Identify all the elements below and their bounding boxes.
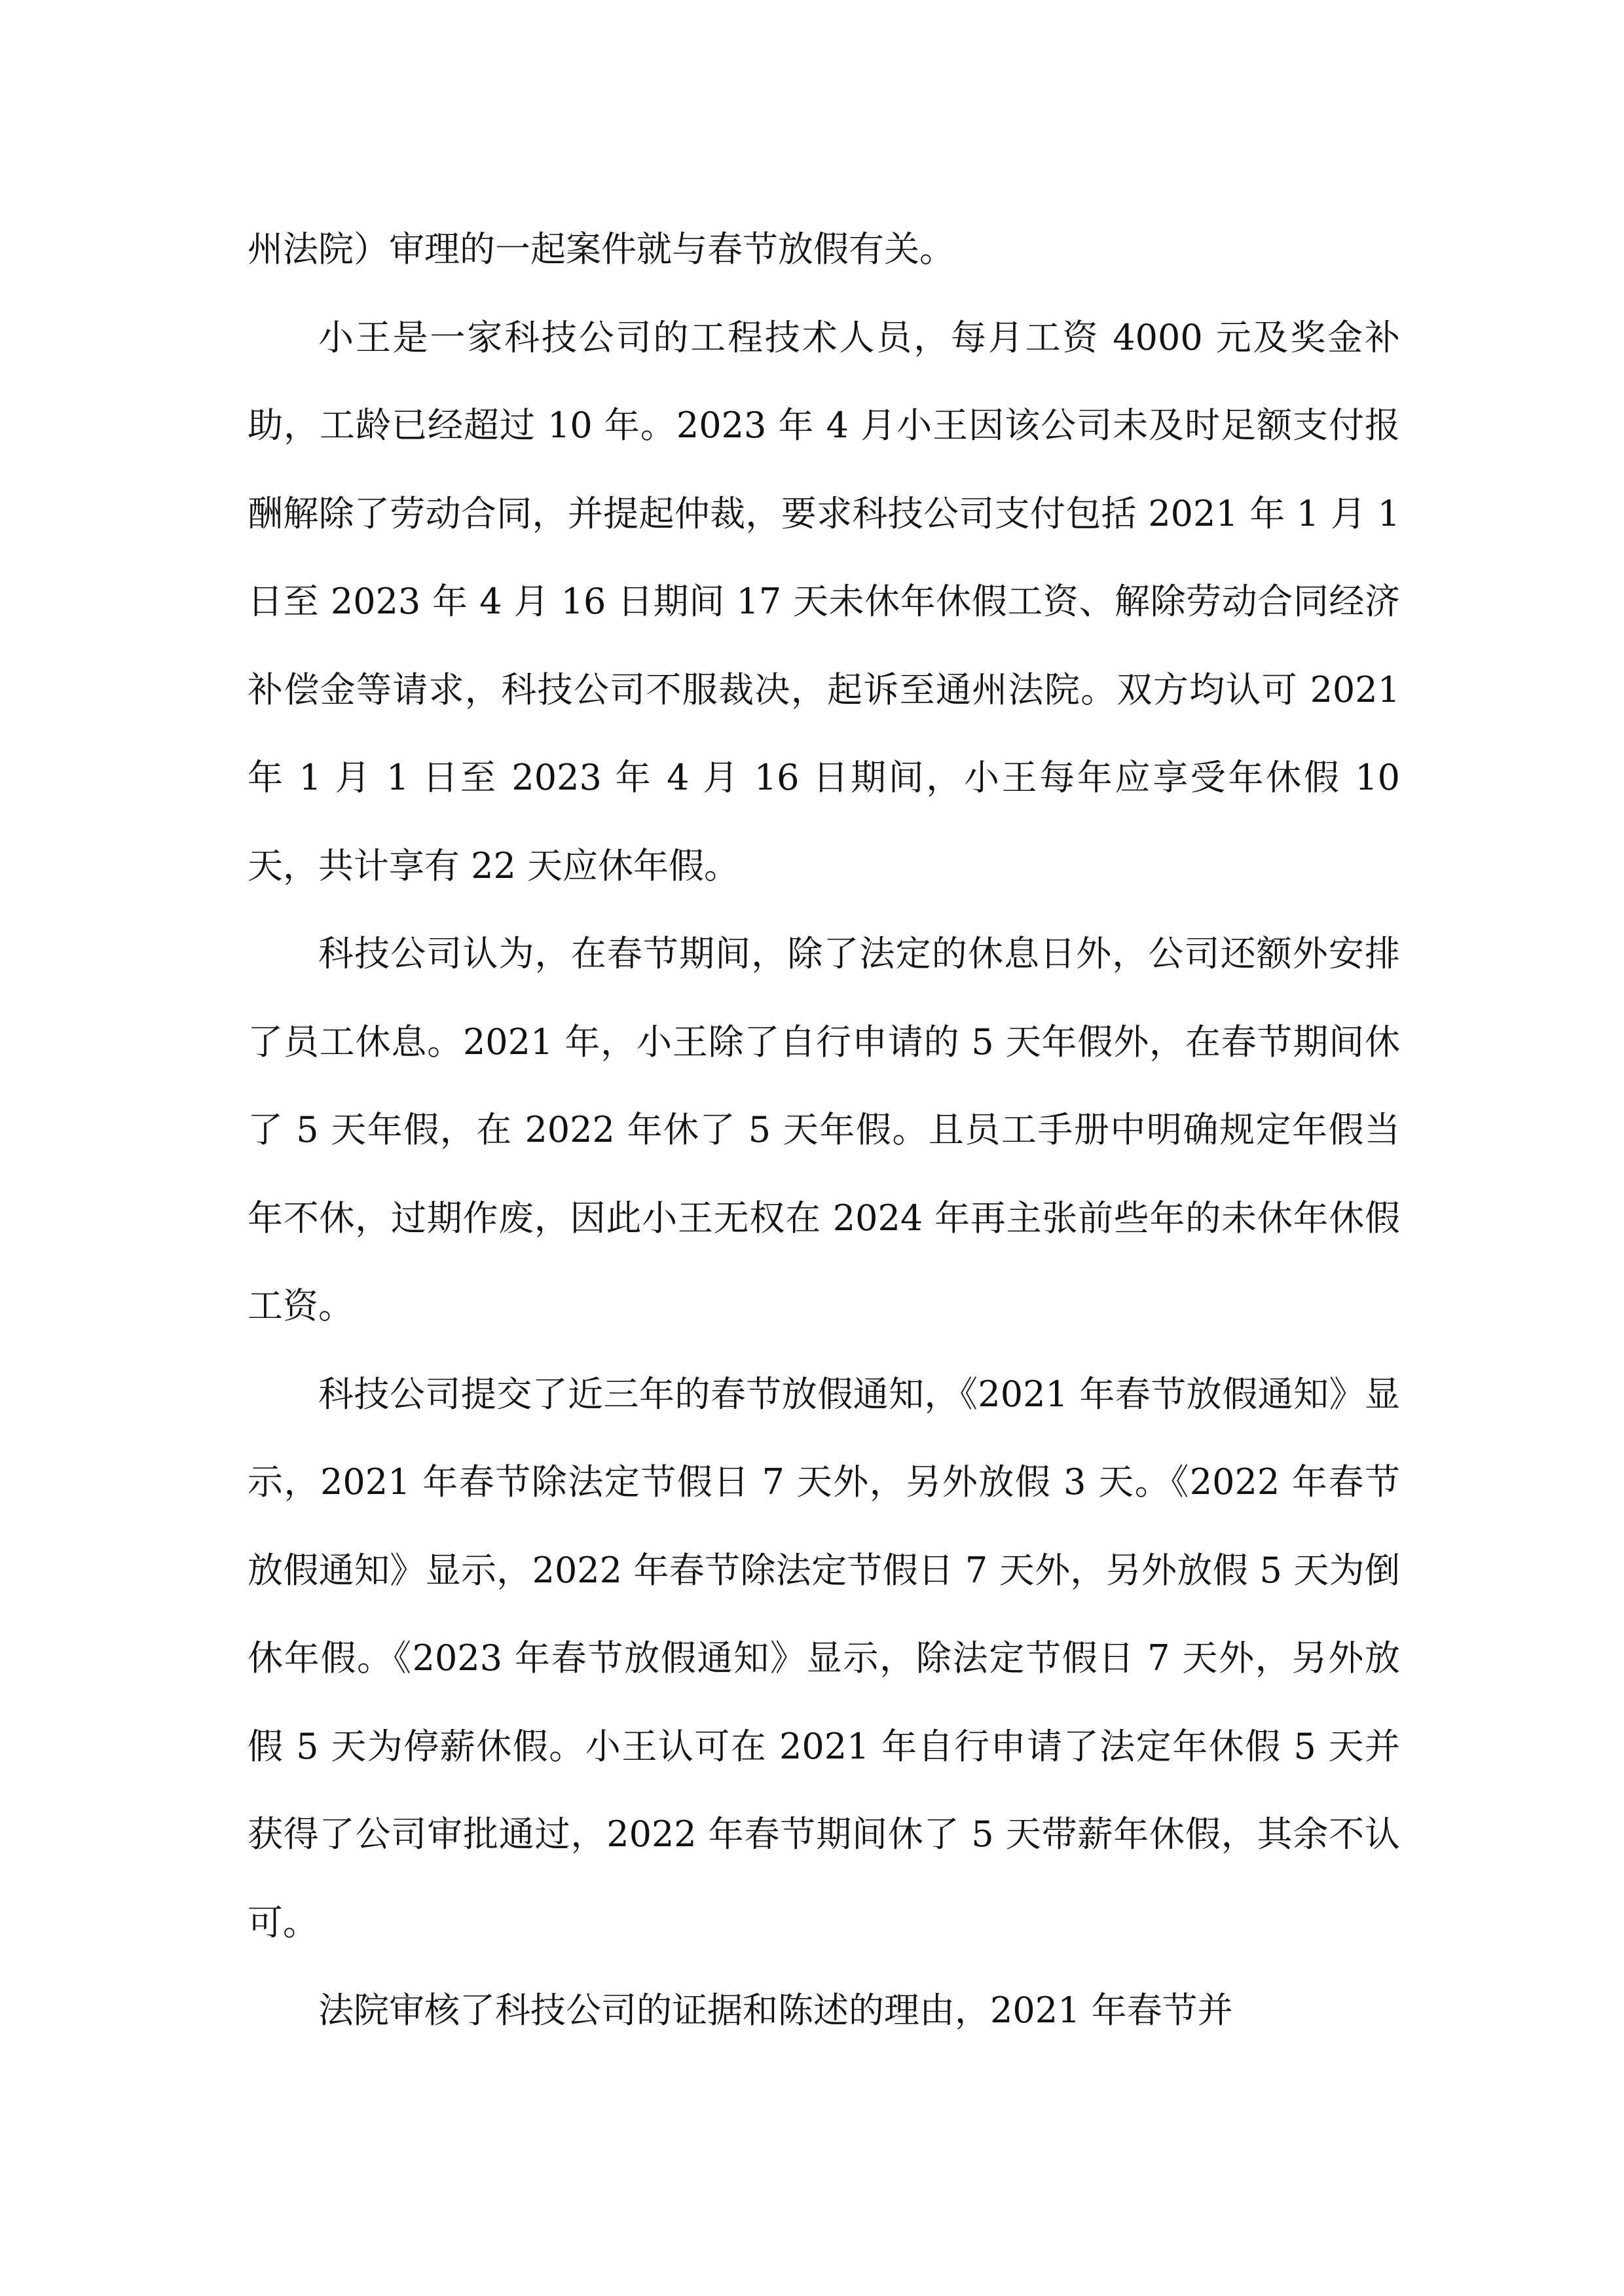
paragraph-case-background: 小王是一家科技公司的工程技术人员，每月工资 4000 元及奖金补助，工龄已经超过 10 年。2023 年 4 月小王因该公司未及时足额支付报酬解除了劳动合同，并提起仲裁，要求科技公司支付包括 2021 年 1 月 1 日至 2023 年 4 月 16 日期间 17 天未休年休假工资、解除劳动合同经济补偿金等请求，科技公司不服裁决，起诉至通州法院。双方均认可 2021 年 1 月 1 日至 2023 年 4 月 16 日期间，小王每年应享受年休假 10 天，共计享有 22 天应休年假。 (248, 316, 1400, 886)
paragraph-court-review: 法院审核了科技公司的证据和陈述的理由，2021 年春节并 (318, 1990, 1233, 2031)
paragraph-continuation: 州法院）审理的一起案件就与春节放假有关。 (248, 228, 955, 270)
paragraph-holiday-notices: 科技公司提交了近三年的春节放假通知，《2021 年春节放假通知》显示，2021 年春节除法定节假日 7 天外，另外放假 3 天。《2022 年春节放假通知》显示，2022 年春节除法定节假日 7 天外，另外放假 5 天为倒休年假。《2023 年春节放假通知》显示，除法定节假日 7 天外，另外放假 5 天为停薪休假。小王认可在 2021 年自行申请了法定年休假 5 天并获得了公司审批通过，2022 年春节期间休了 5 天带薪年休假，其余不认可。 (248, 1373, 1400, 1943)
paragraph-company-position: 科技公司认为，在春节期间，除了法定的休息日外，公司还额外安排了员工休息。2021 年，小王除了自行申请的 5 天年假外，在春节期间休了 5 天年假，在 2022 年休了 5 天年假。且员工手册中明确规定年假当年不休，过期作废，因此小王无权在 2024 年再主张前些年的未休年休假工资。 (248, 933, 1400, 1326)
document-body (248, 206, 1400, 2055)
